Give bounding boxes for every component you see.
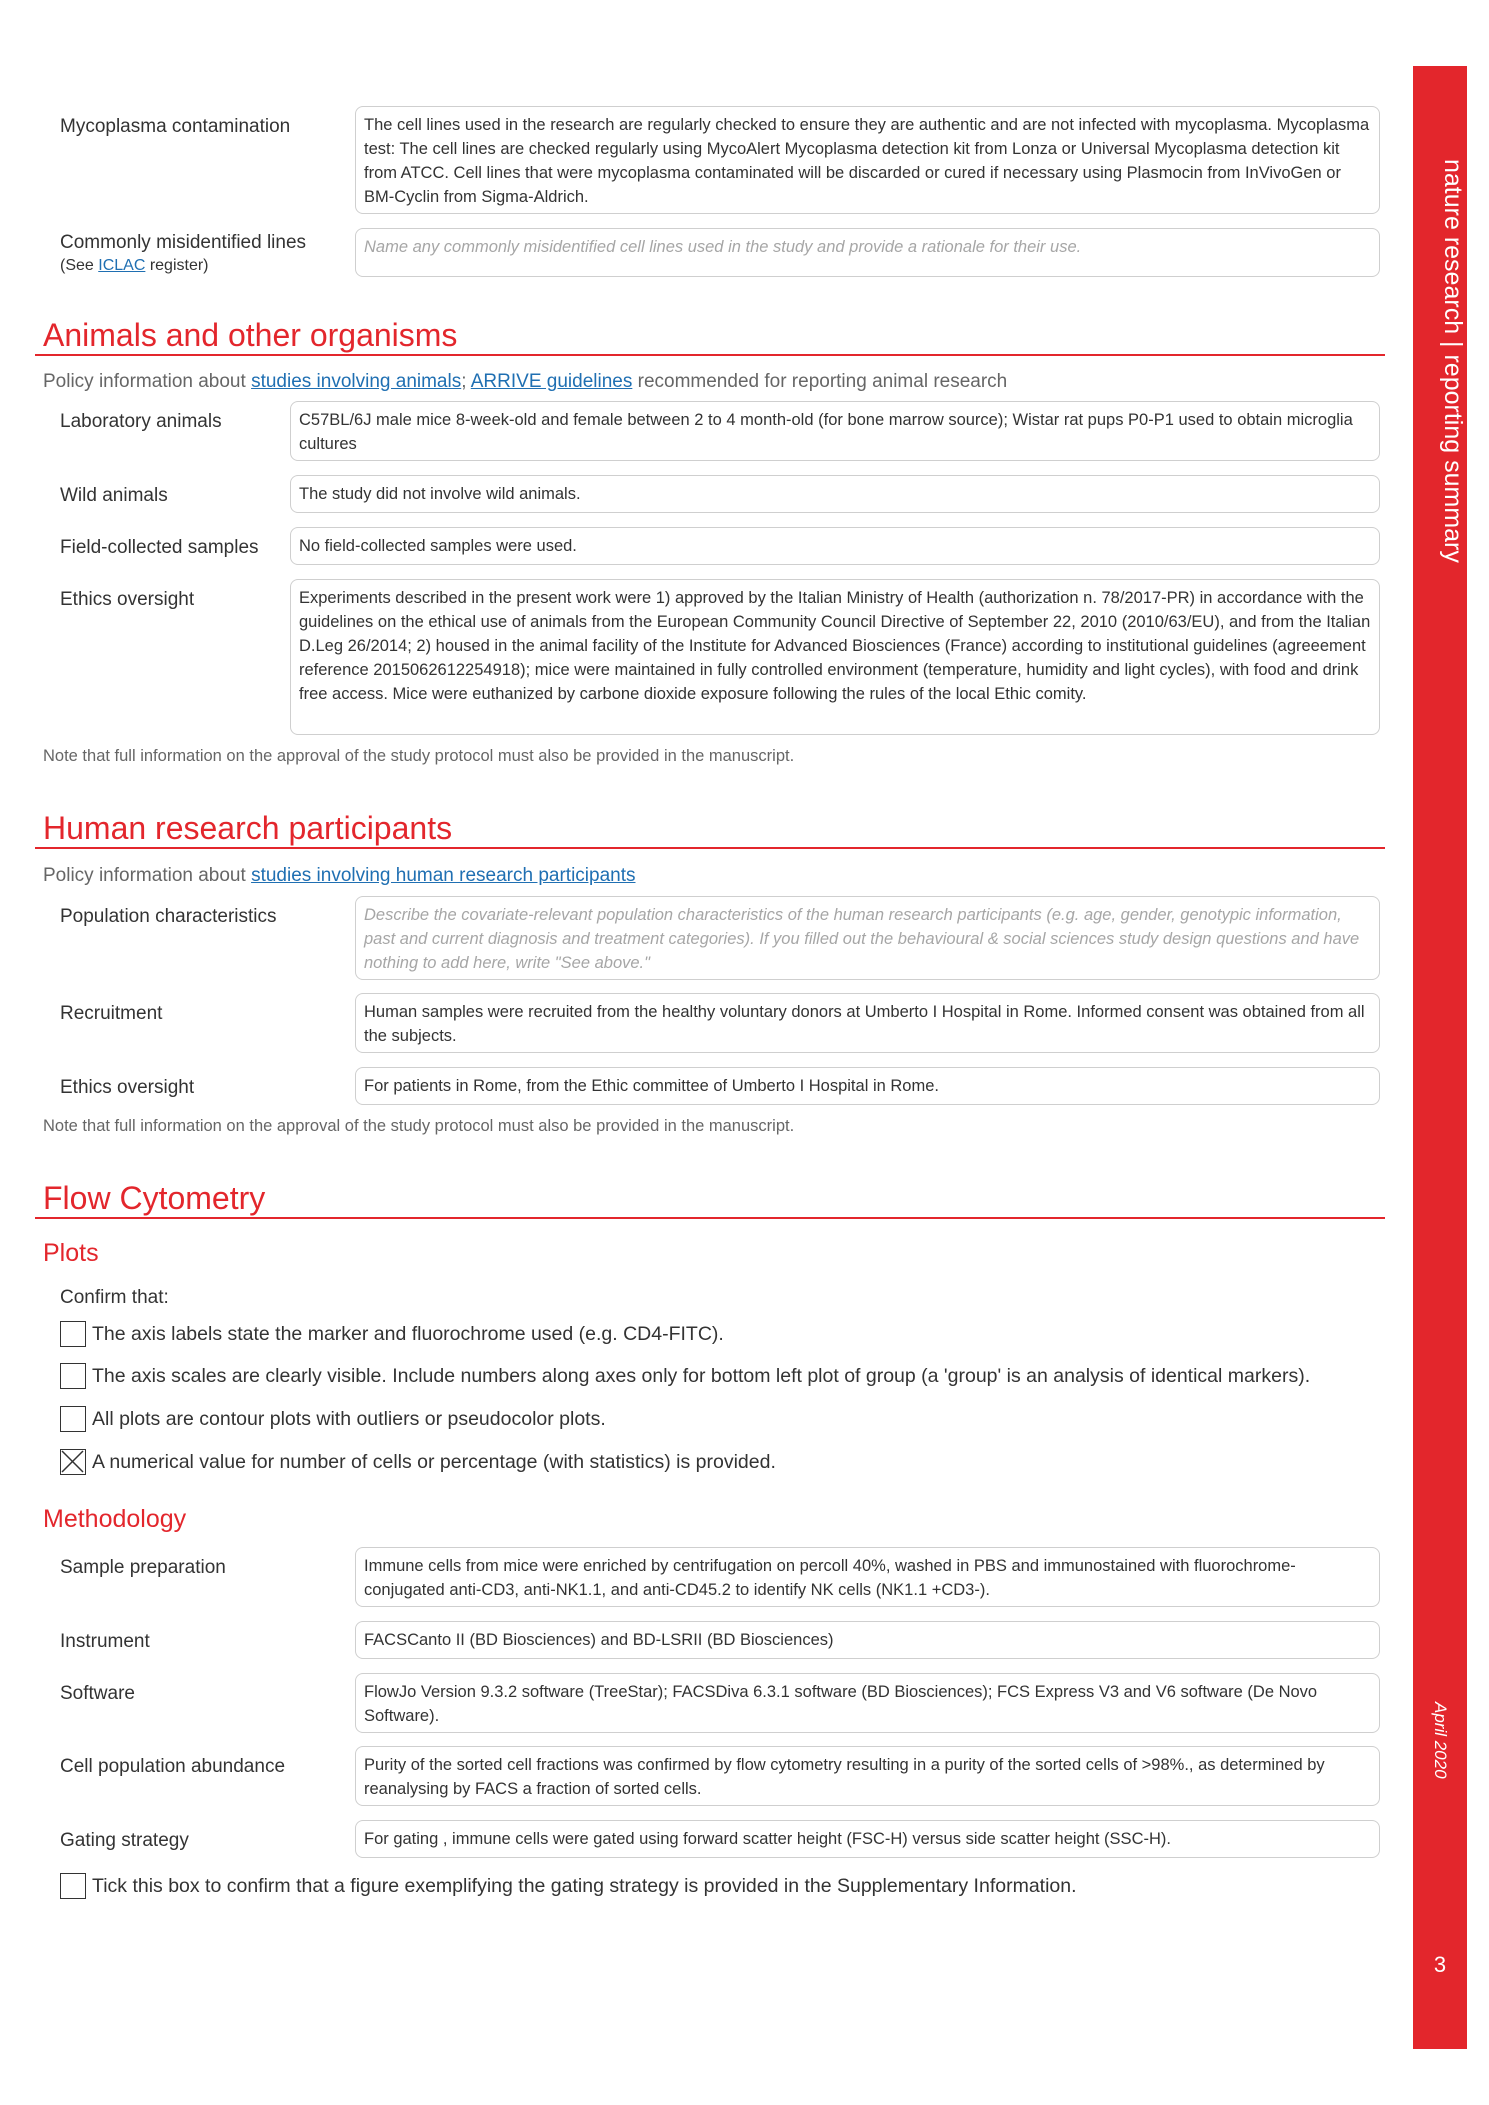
sidebar-date: April 2020 (1431, 1701, 1450, 1779)
misidentified-label: Commonly misidentified lines (60, 232, 307, 253)
flow-title: Flow Cytometry (43, 1180, 266, 1216)
checkbox-cross-icon (61, 1450, 84, 1473)
check-text-numerical-value: A numerical value for number of cells or percentage (with statistics) is provided. (92, 1451, 776, 1473)
animals-note: Note that full information on the approval of the study protocol must also be provided in the manuscript. (43, 747, 795, 765)
human-policy: Policy information about studies involving human research participants (43, 865, 636, 886)
checkbox-numerical-value[interactable] (60, 1449, 86, 1475)
population-field[interactable]: Describe the covariate-relevant population characteristics of the human research participants (e.g. age, gender, genotypic information, past and current diagnosis and treatment categories). If you filled out the behavioural & social sciences study design questions and have nothing to add here, write "See above." (355, 896, 1380, 980)
abundance-field[interactable]: Purity of the sorted cell fractions was confirmed by flow cytometry resulting in a purity of the sorted cells of >98%., as determined by reanalysing by FACS a fraction of sorted cells. (355, 1746, 1380, 1806)
instrument-label: Instrument (60, 1631, 150, 1652)
gating-label: Gating strategy (60, 1830, 189, 1851)
checkbox-contour-plots[interactable] (60, 1406, 86, 1432)
sample-prep-label: Sample preparation (60, 1557, 226, 1578)
field-samples-label: Field-collected samples (60, 537, 259, 558)
misidentified-field[interactable]: Name any commonly misidentified cell lines used in the study and provide a rationale for their use. (355, 228, 1380, 277)
confirm-label: Confirm that: (60, 1287, 169, 1308)
arrive-guidelines-link[interactable]: ARRIVE guidelines (470, 371, 633, 392)
animals-rule (35, 354, 1385, 356)
methodology-title: Methodology (43, 1505, 187, 1533)
checkbox-axis-scales[interactable] (60, 1363, 86, 1389)
check-text-axis-scales: The axis scales are clearly visible. Include numbers along axes only for bottom left plot of group (a 'group' is an analysis of identical markers). (92, 1365, 1311, 1387)
lab-animals-field[interactable]: C57BL/6J male mice 8-week-old and female between 2 to 4 month-old (for bone marrow source); Wistar rat pups P0-P1 used to obtain microglia cultures (290, 401, 1380, 461)
animals-title: Animals and other organisms (43, 317, 458, 353)
sample-prep-field[interactable]: Immune cells from mice were enriched by centrifugation on percoll 40%, washed in PBS and immunostained with fluorochrome-conjugated anti-CD3, anti-NK1.1, and anti-CD45.2 to identify NK cells (NK1.1 +CD3-). (355, 1547, 1380, 1607)
animal-ethics-label: Ethics oversight (60, 589, 195, 610)
plots-title: Plots (43, 1239, 99, 1267)
human-ethics-label: Ethics oversight (60, 1077, 195, 1098)
check-text-contour-plots: All plots are contour plots with outliers or pseudocolor plots. (92, 1408, 606, 1430)
checkbox-gating-figure[interactable] (60, 1873, 86, 1899)
wild-animals-label: Wild animals (60, 485, 168, 506)
population-label: Population characteristics (60, 906, 277, 927)
recruitment-field[interactable]: Human samples were recruited from the healthy voluntary donors at Umberto I Hospital in Rome. Informed consent was obtained from all the subjects. (355, 993, 1380, 1053)
human-title: Human research participants (43, 810, 453, 846)
sidebar-title: nature research | reporting summary (1439, 159, 1467, 563)
software-label: Software (60, 1683, 135, 1704)
recruitment-label: Recruitment (60, 1003, 163, 1024)
field-samples-field[interactable]: No field-collected samples were used. (290, 527, 1380, 565)
animals-studies-link[interactable]: studies involving animals (251, 371, 462, 392)
lab-animals-label: Laboratory animals (60, 411, 222, 432)
wild-animals-field[interactable]: The study did not involve wild animals. (290, 475, 1380, 513)
gating-field[interactable]: For gating , immune cells were gated using forward scatter height (FSC-H) versus side scatter height (SSC-H). (355, 1820, 1380, 1858)
human-rule (35, 847, 1385, 849)
gating-confirm-text: Tick this box to confirm that a figure exemplifying the gating strategy is provided in the Supplementary Information. (92, 1875, 1077, 1897)
abundance-label: Cell population abundance (60, 1756, 286, 1777)
checkbox-axis-labels[interactable] (60, 1321, 86, 1347)
misidentified-sublabel: (See ICLAC register) (60, 257, 209, 274)
check-text-axis-labels: The axis labels state the marker and fluorochrome used (e.g. CD4-FITC). (92, 1323, 724, 1345)
mycoplasma-field[interactable]: The cell lines used in the research are regularly checked to ensure they are authentic and are not infected with mycoplasma. Mycoplasma test: The cell lines are checked regularly using MycoAlert Mycoplasma detection kit from Lonza or Universal Mycoplasma detection kit from ATCC. Cell lines that were mycoplasma contaminated will be discarded or cured if necessary using Plasmocin from InVivoGen or BM-Cyclin from Sigma-Aldrich. (355, 106, 1380, 214)
human-ethics-field[interactable]: For patients in Rome, from the Ethic committee of Umberto I Hospital in Rome. (355, 1067, 1380, 1105)
animal-ethics-field[interactable]: Experiments described in the present work were 1) approved by the Italian Ministry of Health (authorization n. 78/2017-PR) in accordance with the guidelines on the ethical use of animals from the European Community Council Directive of September 22, 2010 (2010/63/EU), and from the Italian D.Leg 26/2014; 2) housed in the animal facility of the Institute for Advanced Biosciences (France) according to institutional guidelines (agreeement reference 2015062612254918); mice were maintained in fully controlled environment (temperature, humidity and light cycles), with food and drink free access. Mice were euthanized by carbone dioxide exposure following the rules of the local Ethic comity. (290, 579, 1380, 735)
mycoplasma-label: Mycoplasma contamination (60, 116, 291, 137)
animals-policy: Policy information about studies involving animals; ARRIVE guidelines recommended for reporting animal research (43, 371, 1008, 392)
flow-rule (35, 1217, 1385, 1219)
instrument-field[interactable]: FACSCanto II (BD Biosciences) and BD-LSRII (BD Biosciences) (355, 1621, 1380, 1659)
software-field[interactable]: FlowJo Version 9.3.2 software (TreeStar); FACSDiva 6.3.1 software (BD Biosciences); FCS Express V3 and V6 software (De Novo Software). (355, 1673, 1380, 1733)
page-number: 3 (1433, 1952, 1447, 1977)
human-note: Note that full information on the approval of the study protocol must also be provided in the manuscript. (43, 1117, 795, 1135)
human-studies-link[interactable]: studies involving human research participants (251, 865, 636, 886)
iclac-link[interactable]: ICLAC (98, 257, 146, 274)
